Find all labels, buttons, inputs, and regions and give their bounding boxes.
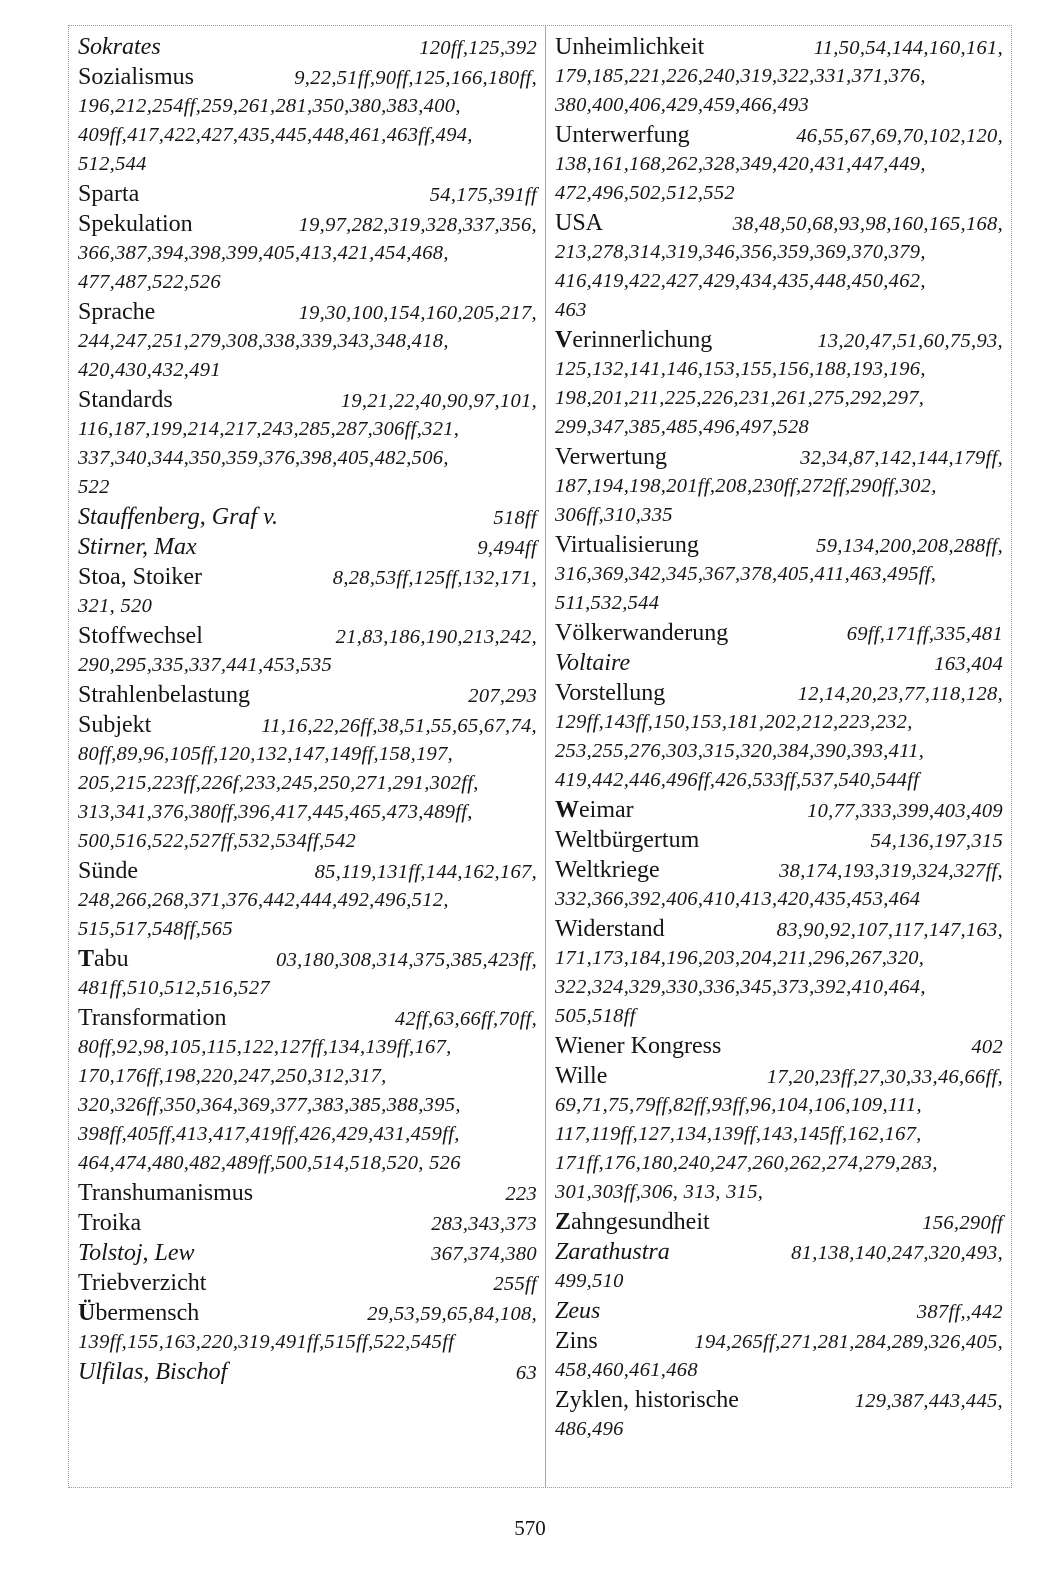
index-term-rest: ahngesundheit <box>571 1209 710 1235</box>
index-term: Weltkriege <box>555 857 660 883</box>
index-entry-line <box>555 442 1003 472</box>
index-page-refs: 19,21,22,40,90,97,101, <box>340 390 537 412</box>
index-page-refs: 17,20,23ff,27,30,33,46,66ff, <box>766 1066 1003 1088</box>
index-page-refs-continued: 313,341,376,380ff,396,417,445,465,473,489ff, <box>78 801 473 823</box>
index-page-refs: 38,48,50,68,93,98,160,165,168, <box>732 213 1003 235</box>
index-entry <box>555 855 1003 914</box>
index-entry <box>78 1238 537 1268</box>
index-entry-line <box>555 208 1003 238</box>
index-entry-line <box>78 385 537 415</box>
index-page-refs: 367,374,380 <box>431 1243 537 1265</box>
index-term: Stirner, Max <box>78 534 197 560</box>
index-entry <box>555 120 1003 208</box>
index-page-refs-continued: 205,215,223ff,226f,233,245,250,271,291,302ff, <box>78 772 479 794</box>
index-term: Sünde <box>78 858 138 884</box>
index-page-refs-continued: 80ff,89,96,105ff,120,132,147,149ff,158,197, <box>78 743 454 765</box>
index-term: Weltbürgertum <box>555 827 700 853</box>
index-column-right <box>546 26 1011 1487</box>
index-page-refs: 9,22,51ff,90ff,125,166,180ff, <box>294 67 537 89</box>
index-entry <box>78 856 537 944</box>
index-entry-line <box>555 648 1003 678</box>
index-entry <box>555 1237 1003 1296</box>
index-entry <box>555 325 1003 442</box>
index-entry-line <box>555 855 1003 885</box>
index-entry <box>78 1003 537 1178</box>
index-entry-line <box>78 856 537 886</box>
index-page-refs-continued: 301,303ff,306, 313, 315, <box>555 1181 764 1203</box>
index-term: Sozialismus <box>78 64 195 90</box>
index-entry <box>555 914 1003 1031</box>
index-page-refs: 03,180,308,314,375,385,423ff, <box>276 949 537 971</box>
index-term <box>555 325 712 355</box>
index-term: Wille <box>555 1063 608 1089</box>
index-entry-line <box>78 209 537 239</box>
index-term: Spekulation <box>78 211 193 237</box>
index-page-refs-continued: 321, 520 <box>78 595 153 617</box>
index-entry <box>555 442 1003 530</box>
index-term: Standards <box>78 387 173 413</box>
index-entry-line <box>78 502 537 532</box>
letter-section-initial: W <box>555 797 579 823</box>
index-page-refs: 21,83,186,190,213,242, <box>335 626 537 648</box>
index-page-refs-continued: 511,532,544 <box>555 592 660 614</box>
index-entry-line <box>555 1385 1003 1415</box>
index-term: Unterwerfung <box>555 122 690 148</box>
index-page-refs: 32,34,87,142,144,179ff, <box>800 447 1003 469</box>
index-page-refs-continued: 398ff,405ff,413,417,419ff,426,429,431,459ff, <box>78 1123 460 1145</box>
index-entry <box>78 710 537 856</box>
index-page-refs-continued: 248,266,268,371,376,442,444,492,496,512, <box>78 889 449 911</box>
index-page-refs-continued: 512,544 <box>78 153 147 175</box>
index-page-refs-continued: 458,460,461,468 <box>555 1359 698 1381</box>
index-entry <box>78 297 537 385</box>
index-page-refs-continued: 316,369,342,345,367,378,405,411,463,495ff, <box>555 563 937 585</box>
index-page-refs-continued: 500,516,522,527ff,532,534ff,542 <box>78 830 357 852</box>
index-entry-line <box>78 1238 537 1268</box>
index-term: Wiener Kongress <box>555 1033 722 1059</box>
index-entry-line <box>78 1178 537 1208</box>
index-page-refs-continued: 80ff,92,98,105,115,122,127ff,134,139ff,167, <box>78 1036 452 1058</box>
index-term: Troika <box>78 1210 142 1236</box>
index-term: Virtualisierung <box>555 532 699 558</box>
index-page-refs-continued: 463 <box>555 299 587 321</box>
index-page-refs-continued: 409ff,417,422,427,435,445,448,461,463ff,494, <box>78 124 473 146</box>
index-page-refs-continued: 198,201,211,225,226,231,261,275,292,297, <box>555 387 925 409</box>
index-entry <box>555 678 1003 795</box>
index-page-refs: 11,50,54,144,160,161, <box>813 37 1003 59</box>
index-page-refs-continued: 505,518ff <box>555 1005 636 1027</box>
index-entry <box>78 1268 537 1298</box>
index-term-rest: bermensch <box>95 1300 200 1326</box>
index-entry-line <box>78 1268 537 1298</box>
index-page-refs-continued: 416,419,422,427,429,434,435,448,450,462, <box>555 270 926 292</box>
index-page-refs-continued: 253,255,276,303,315,320,384,390,393,411, <box>555 740 925 762</box>
index-page-refs-continued: 299,347,385,485,496,497,528 <box>555 416 810 438</box>
index-term <box>555 1207 710 1237</box>
index-page-refs-continued: 129ff,143ff,150,153,181,202,212,223,232, <box>555 711 913 733</box>
index-term: Tolstoj, Lew <box>78 1240 195 1266</box>
index-term-rest: erinnerlichung <box>572 327 713 353</box>
index-entry-line <box>78 680 537 710</box>
index-page-refs-continued: 332,366,392,406,410,413,420,435,453,464 <box>555 888 921 910</box>
index-page-refs-continued: 380,400,406,429,459,466,493 <box>555 94 810 116</box>
index-page-refs-continued: 320,326ff,350,364,369,377,383,385,388,395, <box>78 1094 461 1116</box>
index-page-refs: 54,175,391ff <box>429 184 537 206</box>
index-term <box>555 795 634 825</box>
index-entry <box>555 1326 1003 1385</box>
letter-section-initial: T <box>78 946 95 972</box>
index-entry <box>555 1061 1003 1207</box>
index-term: Zarathustra <box>555 1239 670 1265</box>
index-term: USA <box>555 210 604 236</box>
index-term: Voltaire <box>555 650 631 676</box>
index-page-refs: 12,14,20,23,77,118,128, <box>797 683 1003 705</box>
index-page-refs-continued: 213,278,314,319,346,356,359,369,370,379, <box>555 241 926 263</box>
index-page-refs: 59,134,200,208,288ff, <box>816 535 1003 557</box>
index-page-refs-continued: 69,71,75,79ff,82ff,93ff,96,104,106,109,111, <box>555 1094 922 1116</box>
index-term: Verwertung <box>555 444 667 470</box>
index-term: Sprache <box>78 299 156 325</box>
index-page-refs: 46,55,67,69,70,102,120, <box>796 125 1003 147</box>
index-page-refs: 19,97,282,319,328,337,356, <box>298 214 537 236</box>
index-page-refs: 518ff <box>493 507 537 529</box>
index-entry <box>555 1385 1003 1444</box>
index-page-refs-continued: 290,295,335,337,441,453,535 <box>78 654 333 676</box>
index-page-refs: 156,290ff <box>922 1212 1003 1234</box>
index-page-refs-continued: 117,119ff,127,134,139ff,143,145ff,162,167, <box>555 1123 922 1145</box>
index-entry-line <box>555 618 1003 648</box>
index-page-refs: 9,494ff <box>477 537 537 559</box>
letter-section-initial: Z <box>555 1209 572 1235</box>
index-entry <box>555 32 1003 120</box>
index-entry-line <box>555 1326 1003 1356</box>
index-entry-line <box>78 179 537 209</box>
index-entry <box>78 209 537 297</box>
index-page-refs: 29,53,59,65,84,108, <box>367 1303 537 1325</box>
index-page-refs: 255ff <box>493 1273 537 1295</box>
index-entry-line <box>555 825 1003 855</box>
index-entry-line <box>78 944 537 974</box>
index-page-refs: 223 <box>505 1183 537 1205</box>
index-page-refs-continued: 171,173,184,196,203,204,211,296,267,320, <box>555 947 925 969</box>
index-page-refs: 283,343,373 <box>431 1213 537 1235</box>
index-page-refs-continued: 179,185,221,226,240,319,322,331,371,376, <box>555 65 926 87</box>
index-page-refs: 83,90,92,107,117,147,163, <box>776 919 1003 941</box>
index-page-refs: 38,174,193,319,324,327ff, <box>779 860 1003 882</box>
index-entry-line <box>555 325 1003 355</box>
index-entry <box>78 1357 537 1387</box>
index-page-refs: 163,404 <box>934 653 1003 675</box>
index-column-left <box>69 26 546 1487</box>
index-page-refs: 19,30,100,154,160,205,217, <box>298 302 537 324</box>
index-entry-line <box>555 1296 1003 1326</box>
index-page-refs-continued: 515,517,548ff,565 <box>78 918 233 940</box>
index-term: Vorstellung <box>555 680 666 706</box>
index-term: Unheimlichkeit <box>555 34 705 60</box>
index-term: Zeus <box>555 1298 601 1324</box>
index-page-refs: 54,136,197,315 <box>870 830 1003 852</box>
index-page-refs: 8,28,53ff,125ff,132,171, <box>332 567 537 589</box>
index-entry-line <box>78 710 537 740</box>
index-entry-line <box>78 621 537 651</box>
index-term: Strahlenbelastung <box>78 682 250 708</box>
index-term: Widerstand <box>555 916 665 942</box>
index-entry-line <box>555 795 1003 825</box>
index-page-refs-continued: 244,247,251,279,308,338,339,343,348,418, <box>78 330 449 352</box>
index-page-refs-continued: 196,212,254ff,259,261,281,350,380,383,400, <box>78 95 461 117</box>
index-term: Stoa, Stoiker <box>78 564 202 590</box>
index-page-refs-continued: 138,161,168,262,328,349,420,431,447,449, <box>555 153 926 175</box>
index-page-refs-continued: 366,387,394,398,399,405,413,421,454,468, <box>78 242 449 264</box>
index-page-refs-continued: 464,474,480,482,489ff,500,514,518,520, 526 <box>78 1152 461 1174</box>
index-page-refs: 63 <box>515 1362 537 1384</box>
index-entry <box>78 562 537 621</box>
index-page-refs-continued: 337,340,344,350,359,376,398,405,482,506, <box>78 447 449 469</box>
index-term <box>78 944 129 974</box>
index-entry <box>78 680 537 710</box>
index-page-refs-continued: 522 <box>78 476 110 498</box>
index-entry-line <box>78 62 537 92</box>
index-entry-line <box>78 32 537 62</box>
index-page-refs-continued: 187,194,198,201ff,208,230ff,272ff,290ff,302, <box>555 475 937 497</box>
index-page-refs: 69ff,171ff,335,481 <box>846 623 1003 645</box>
index-page-refs-continued: 472,496,502,512,552 <box>555 182 735 204</box>
index-page-refs: 13,20,47,51,60,75,93, <box>817 330 1003 352</box>
index-entry <box>555 530 1003 618</box>
index-entry <box>555 1031 1003 1061</box>
index-page-refs-continued: 171ff,176,180,240,247,260,262,274,279,283, <box>555 1152 938 1174</box>
index-page-refs: 387ff,,442 <box>916 1301 1003 1323</box>
index-entry-line <box>555 914 1003 944</box>
index-page-refs-continued: 477,487,522,526 <box>78 271 221 293</box>
index-entry <box>78 179 537 209</box>
index-entry <box>78 621 537 680</box>
index-term: Zins <box>555 1328 598 1354</box>
index-entry-line <box>555 678 1003 708</box>
index-page-refs: 207,293 <box>468 685 537 707</box>
index-term: Transhumanismus <box>78 1180 254 1206</box>
index-table <box>68 25 1012 1488</box>
index-page-refs: 10,77,333,399,403,409 <box>807 800 1003 822</box>
index-term: Stauffenberg, Graf v. <box>78 504 278 530</box>
index-page-refs-continued: 139ff,155,163,220,319,491ff,515ff,522,545ff <box>78 1331 455 1353</box>
index-entry <box>78 62 537 179</box>
index-page-refs-continued: 499,510 <box>555 1270 624 1292</box>
index-entry-line <box>555 1207 1003 1237</box>
index-entry <box>555 1207 1003 1237</box>
index-page-refs-continued: 419,442,446,496ff,426,533ff,537,540,544ff <box>555 769 920 791</box>
index-page-refs: 402 <box>971 1036 1003 1058</box>
index-page-refs-continued: 306ff,310,335 <box>555 504 673 526</box>
index-page-refs-continued: 486,496 <box>555 1418 624 1440</box>
index-term-rest: eimar <box>579 797 634 823</box>
index-entry-line <box>555 1237 1003 1267</box>
index-page-refs: 42ff,63,66ff,70ff, <box>394 1008 537 1030</box>
index-entry <box>78 944 537 1003</box>
index-page-refs-continued: 116,187,199,214,217,243,285,287,306ff,321, <box>78 418 460 440</box>
index-entry <box>78 1178 537 1208</box>
index-entry <box>78 1208 537 1238</box>
index-term: Transformation <box>78 1005 227 1031</box>
index-page-refs-continued: 481ff,510,512,516,527 <box>78 977 270 999</box>
index-entry <box>78 32 537 62</box>
index-entry <box>555 208 1003 325</box>
index-entry <box>555 648 1003 678</box>
index-entry-line <box>555 32 1003 62</box>
index-term: Subjekt <box>78 712 152 738</box>
index-entry-line <box>78 1357 537 1387</box>
index-page-refs-continued: 170,176ff,198,220,247,250,312,317, <box>78 1065 387 1087</box>
index-page-refs: 194,265ff,271,281,284,289,326,405, <box>694 1331 1003 1353</box>
index-entry <box>78 502 537 532</box>
index-page-refs: 120ff,125,392 <box>419 37 537 59</box>
index-entry-line <box>78 297 537 327</box>
index-page-refs-continued: 420,430,432,491 <box>78 359 221 381</box>
index-entry-line <box>78 562 537 592</box>
index-entry-line <box>78 532 537 562</box>
index-page-refs: 129,387,443,445, <box>854 1390 1003 1412</box>
letter-section-initial: Ü <box>78 1300 96 1326</box>
index-term: Sokrates <box>78 34 161 60</box>
index-term: Ulfilas, Bischof <box>78 1359 228 1385</box>
index-entry <box>555 795 1003 825</box>
index-term <box>78 1298 199 1328</box>
letter-section-initial: V <box>555 327 573 353</box>
index-entry-line <box>555 120 1003 150</box>
index-entry <box>555 618 1003 648</box>
index-entry-line <box>555 530 1003 560</box>
index-page-refs-continued: 125,132,141,146,153,155,156,188,193,196, <box>555 358 926 380</box>
index-entry <box>555 825 1003 855</box>
index-entry <box>555 1296 1003 1326</box>
index-entry-line <box>555 1031 1003 1061</box>
index-entry-line <box>555 1061 1003 1091</box>
index-entry-line <box>78 1298 537 1328</box>
page-number: 570 <box>514 1516 546 1540</box>
index-page-refs: 81,138,140,247,320,493, <box>791 1242 1003 1264</box>
index-entry <box>78 1298 537 1357</box>
index-term: Triebverzicht <box>78 1270 207 1296</box>
index-term: Völkerwanderung <box>555 620 729 646</box>
index-page-refs-continued: 322,324,329,330,336,345,373,392,410,464, <box>555 976 926 998</box>
index-entry <box>78 385 537 502</box>
index-page-refs: 11,16,22,26ff,38,51,55,65,67,74, <box>261 715 537 737</box>
index-term: Stoffwechsel <box>78 623 203 649</box>
index-term-rest: abu <box>94 946 129 972</box>
index-page-refs: 85,119,131ff,144,162,167, <box>314 861 537 883</box>
index-term: Sparta <box>78 181 140 207</box>
index-entry-line <box>78 1003 537 1033</box>
index-term: Zyklen, historische <box>555 1387 739 1413</box>
index-entry <box>78 532 537 562</box>
index-entry-line <box>78 1208 537 1238</box>
